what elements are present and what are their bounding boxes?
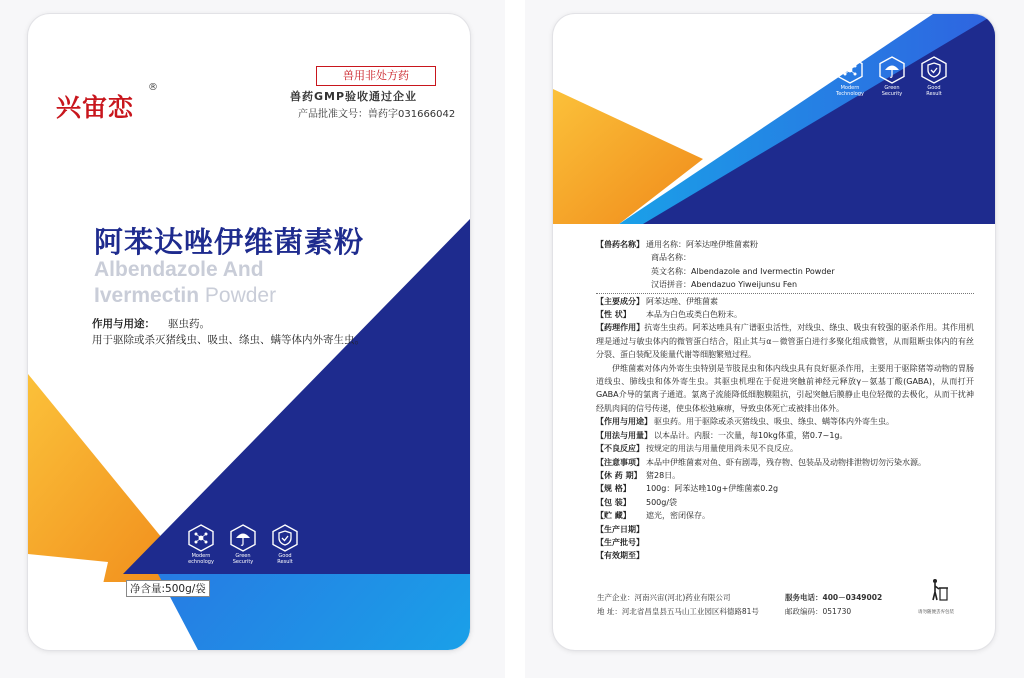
badge-modern-technology [184,524,218,565]
molecule-icon [837,56,863,84]
spec-trade-name: 商品名称： [651,253,691,263]
spec-value: 按规定的用法与用量使用尚未见不良反应。 [646,444,798,454]
net-content: 净含量:500g/袋 [126,580,210,597]
spec-value: 本品为白色或类白色粉末。 [646,310,742,320]
disposal-label: 请勿随便丢弃包装 [918,610,954,615]
use-description: 用于驱除或杀灭猪线虫、吸虫、绦虫、螨等体内外寄生虫。 [92,334,365,346]
spec-row-adverse [596,442,974,455]
spec-key: 【作用与用途】 [596,417,652,427]
spec-value: 本品中伊维菌素对鱼、虾有剧毒，残存物、包装品及动物排泄物切勿污染水源。 [646,457,926,467]
spec-value: 抗寄生虫药。阿苯达唑具有广谱驱虫活性，对线虫、绦虫、吸虫有较强的驱杀作用。其作用机理是通过与敏虫体内的微管蛋白结合，阻止其与α－微管蛋白进行多聚化组成微管，从而阻断虫体内的有丝分裂、蛋白装配及能量代谢等细胞繁殖过程。 [596,323,975,360]
spec-key: 【有效期至】 [596,551,644,561]
badge-label: Green Security [881,85,903,97]
service-phone: 服务电话：400－0349002 [785,593,883,602]
spec-key: 【生产日期】 [596,524,644,534]
spec-value: 500g/袋 [646,497,678,507]
address: 地 址：河北省昌皇县五马山工业园区科德路81号 [597,607,759,616]
spec-key: 【注意事项】 [596,457,644,467]
badge-label: Good Result [277,553,293,565]
spec-key: 【休 药 期】 [596,470,642,480]
trash-disposal-icon [930,578,948,604]
product-specification [596,238,974,563]
spec-row-dosage [596,429,974,442]
postcode: 邮政编码：051730 [785,607,852,616]
badge-label: Green Security [232,553,254,565]
spec-row-drug-name [596,238,974,251]
spec-row-prod-date [596,523,974,536]
spec-english-name: 英文名称：Albendazole and Ivermectin Powder [651,266,835,276]
product-title-en-line1: Albendazole And [94,258,264,281]
front-package-card [28,14,470,650]
spec-key: 【规 格】 [596,484,631,494]
umbrella-icon [230,524,256,552]
spec-key: 【性 状】 [596,310,631,320]
spec-key: 【贮 藏】 [596,511,631,521]
spec-key: 【药理作用】 [596,323,645,333]
front-badges [184,524,302,565]
spec-row-package [596,496,974,509]
use-label: 作用与用途： [92,318,155,330]
spec-value: 驱虫药。用于驱除或杀灭猪线虫、吸虫、绦虫、螨等体内外寄生虫。 [654,417,894,427]
spec-row-notes [596,456,974,469]
badge-good-result [268,524,302,565]
use-value: 驱虫药。 [168,318,210,330]
spec-value: 通用名称：阿苯达唑伊维菌素粉 [646,240,758,249]
divider [596,293,974,294]
spec-value: 100g：阿苯达唑10g+伊维菌素0.2g [646,484,779,494]
spec-key: 【用法与用量】 [596,430,652,440]
spec-row-storage [596,509,974,522]
otc-badge: 兽用非处方药 [316,66,436,86]
spec-row-properties [596,308,974,321]
badge-modern-technology [833,56,867,97]
spec-value: 猪28日。 [646,470,681,480]
badge-green-security [226,524,260,565]
spec-row-batch [596,536,974,549]
title-en-bold: Ivermectin [94,284,200,307]
spec-key: 【不良反应】 [596,444,644,454]
product-title-cn: 阿苯达唑伊维菌素粉 [94,225,365,259]
spec-row-use [596,415,974,428]
product-title-en-line2 [94,284,276,308]
badge-label: Modern echnology [188,553,214,565]
spec-row-ingredients [596,295,974,308]
badge-label: Modern Technology [835,85,864,97]
title-en-rest: Powder [199,284,277,307]
gmp-text: 兽药GMP验收通过企业 [290,90,418,103]
spec-key: 【兽药名称】 [596,240,644,249]
brand-logo: 兴宙恋 [56,93,135,122]
registered-mark: ® [148,82,158,93]
spec-key: 【包 装】 [596,497,631,507]
spec-pharmacology-1 [596,321,974,361]
spec-pinyin: 汉语拼音：Abendazuo Yiweijunsu Fen [651,280,798,290]
badge-good-result [917,56,951,97]
spec-row-spec [596,482,974,495]
spec-value: 遮光，密闭保存。 [646,511,710,521]
spec-value: 阿苯达唑、伊维菌素 [646,296,718,306]
spec-pharmacology-2: 伊维菌素对体内外寄生虫特别是节肢昆虫和体内线虫具有良好驱杀作用，主要用于驱除猪等动物的胃肠道线虫、肺线虫和体外寄生虫。其驱虫机理在于促进突触前神经元释放γ－氨基丁酸(GABA)，从而打开GABA介导的氯离子通道。氯离子流能降低细胞膜阻抗，引起突触后膜静止电位轻微的去极化，从而干扰神经肌肉间的信号传递，使虫体松弛麻痹，导致虫体死亡或被排出体外。 [596,363,974,413]
back-badges [833,56,951,97]
spec-key: 【生产批号】 [596,537,644,547]
manufacturer: 生产企业：河南兴宙(河北)药业有限公司 [597,593,731,602]
approval-number: 产品批准文号：兽药字031666042 [298,109,456,120]
spec-row-expiry [596,549,974,562]
molecule-icon [188,524,214,552]
badge-label: Good Result [926,85,942,97]
shield-icon [921,56,947,84]
umbrella-icon [879,56,905,84]
spec-row-withdrawal [596,469,974,482]
badge-green-security [875,56,909,97]
spec-key: 【主要成分】 [596,296,644,306]
spec-value: 以本品计。内服：一次量，每10kg体重，猪0.7~1g。 [654,430,848,440]
shield-icon [272,524,298,552]
